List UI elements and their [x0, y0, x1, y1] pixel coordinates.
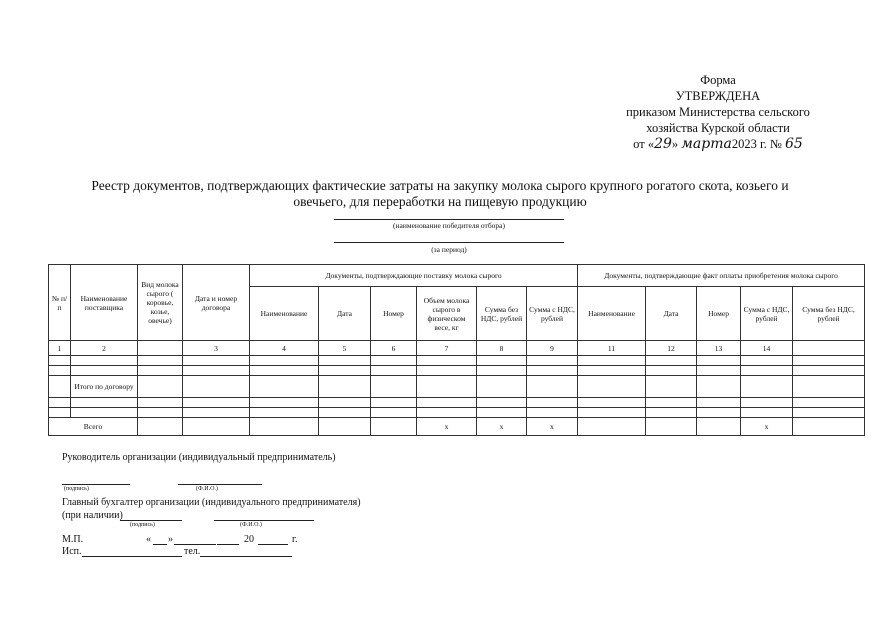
order-date-line: от «29» марта2023 г. № 65 [633, 136, 803, 152]
header-payment-date: Дата [646, 287, 697, 341]
header-payment-docs: Документы, подтверждающие факт оплаты приобретения молока сырого [578, 265, 865, 287]
col-number: 12 [646, 341, 697, 356]
table-row [49, 398, 865, 408]
date-month-line [174, 544, 216, 545]
mp-label: М.П. [62, 534, 84, 545]
x-mark: х [477, 418, 527, 436]
x-mark: х [741, 418, 793, 436]
ministry-line: хозяйства Курской области [646, 121, 790, 135]
col-number: 2 [71, 341, 138, 356]
approval-block [560, 72, 876, 152]
head-signature-line [62, 484, 130, 485]
order-day: 29 [654, 136, 672, 152]
subtotal-row [49, 376, 865, 398]
head-fio-hint: (Ф.И.О.) [196, 486, 218, 492]
col-number: 7 [417, 341, 477, 356]
header-contract: Дата и номер договора [183, 265, 250, 341]
col-number: 8 [477, 341, 527, 356]
year-suffix: г. [292, 534, 298, 545]
col-number [138, 341, 183, 356]
year-line [258, 544, 288, 545]
tel-line [200, 556, 292, 557]
header-supply-number: Номер [371, 287, 417, 341]
accountant-label: Главный бухгалтер организации (индивидуального предпринимателя) [62, 497, 361, 508]
accountant-if-any: (при наличии) [62, 510, 123, 521]
date-close-quote: » [168, 534, 173, 545]
col-number: 3 [183, 341, 250, 356]
isp-line [82, 556, 182, 557]
table-row [49, 356, 865, 366]
header-milk-type: Вид молока сырого ( коровье, козье, овечье) [138, 265, 183, 341]
header-payment-sum-vat: Сумма с НДС, рублей [741, 287, 793, 341]
period-line [334, 242, 564, 243]
table-row [49, 366, 865, 376]
header-payment-name: Наименование [578, 287, 646, 341]
tel-label: тел. [184, 546, 201, 557]
header-supply-volume: Объем молока сырого в физическом весе, кг [417, 287, 477, 341]
isp-label: Исп. [62, 546, 82, 557]
document-title: Реестр документов, подтверждающих фактические затраты на закупку молока сырого крупного рогатого скота, козьего и овечьего, для переработки на пищевую продукцию [91, 178, 789, 209]
column-number-row [49, 341, 865, 356]
header-supplier: Наименование поставщика [71, 265, 138, 341]
header-supply-docs: Документы, подтверждающие поставку молока сырого [250, 265, 578, 287]
order-month: марта [681, 136, 732, 152]
accountant-signature-line [120, 520, 182, 521]
accountant-fio-hint: (Ф.И.О.) [240, 522, 262, 528]
year-prefix: 20 [244, 534, 254, 545]
header-supply-name: Наименование [250, 287, 319, 341]
col-number: 4 [250, 341, 319, 356]
header-payment-number: Номер [697, 287, 741, 341]
col-number: 5 [319, 341, 371, 356]
order-line: приказом Министерства сельского [626, 105, 810, 119]
approved-label: УТВЕРЖДЕНА [675, 89, 761, 103]
register-table [48, 264, 865, 436]
head-podpis-hint: (подпись) [64, 486, 89, 492]
period-hint: (за период) [431, 245, 467, 254]
winner-line [334, 219, 564, 220]
date-month-line-2 [217, 544, 239, 545]
col-number: 1 [49, 341, 71, 356]
date-day-line [153, 544, 167, 545]
winner-hint: (наименование победителя отбора) [393, 221, 505, 230]
head-fio-line [178, 484, 262, 485]
col-number: 11 [578, 341, 646, 356]
col-number: 6 [371, 341, 417, 356]
head-signature-label: Руководитель организации (индивидуальный предприниматель) [62, 452, 336, 463]
header-supply-date: Дата [319, 287, 371, 341]
col-number: 13 [697, 341, 741, 356]
col-number: 9 [527, 341, 578, 356]
header-no: № п/п [49, 265, 71, 341]
date-open-quote: « [146, 534, 151, 545]
header-supply-sum-no-vat: Сумма без НДС, рублей [477, 287, 527, 341]
total-label: Всего [49, 418, 138, 436]
order-number: 65 [785, 136, 803, 152]
header-payment-sum-no-vat: Сумма без НДС, рублей [793, 287, 865, 341]
header-supply-sum-vat: Сумма с НДС, рублей [527, 287, 578, 341]
col-number: 14 [741, 341, 793, 356]
table-row [49, 408, 865, 418]
subtotal-label: Итого по договору [71, 376, 138, 398]
form-label: Форма [700, 73, 736, 87]
x-mark: х [417, 418, 477, 436]
x-mark: х [527, 418, 578, 436]
total-row [49, 418, 865, 436]
accountant-podpis-hint: (подпись) [130, 522, 155, 528]
accountant-fio-line [214, 520, 314, 521]
col-number [793, 341, 865, 356]
